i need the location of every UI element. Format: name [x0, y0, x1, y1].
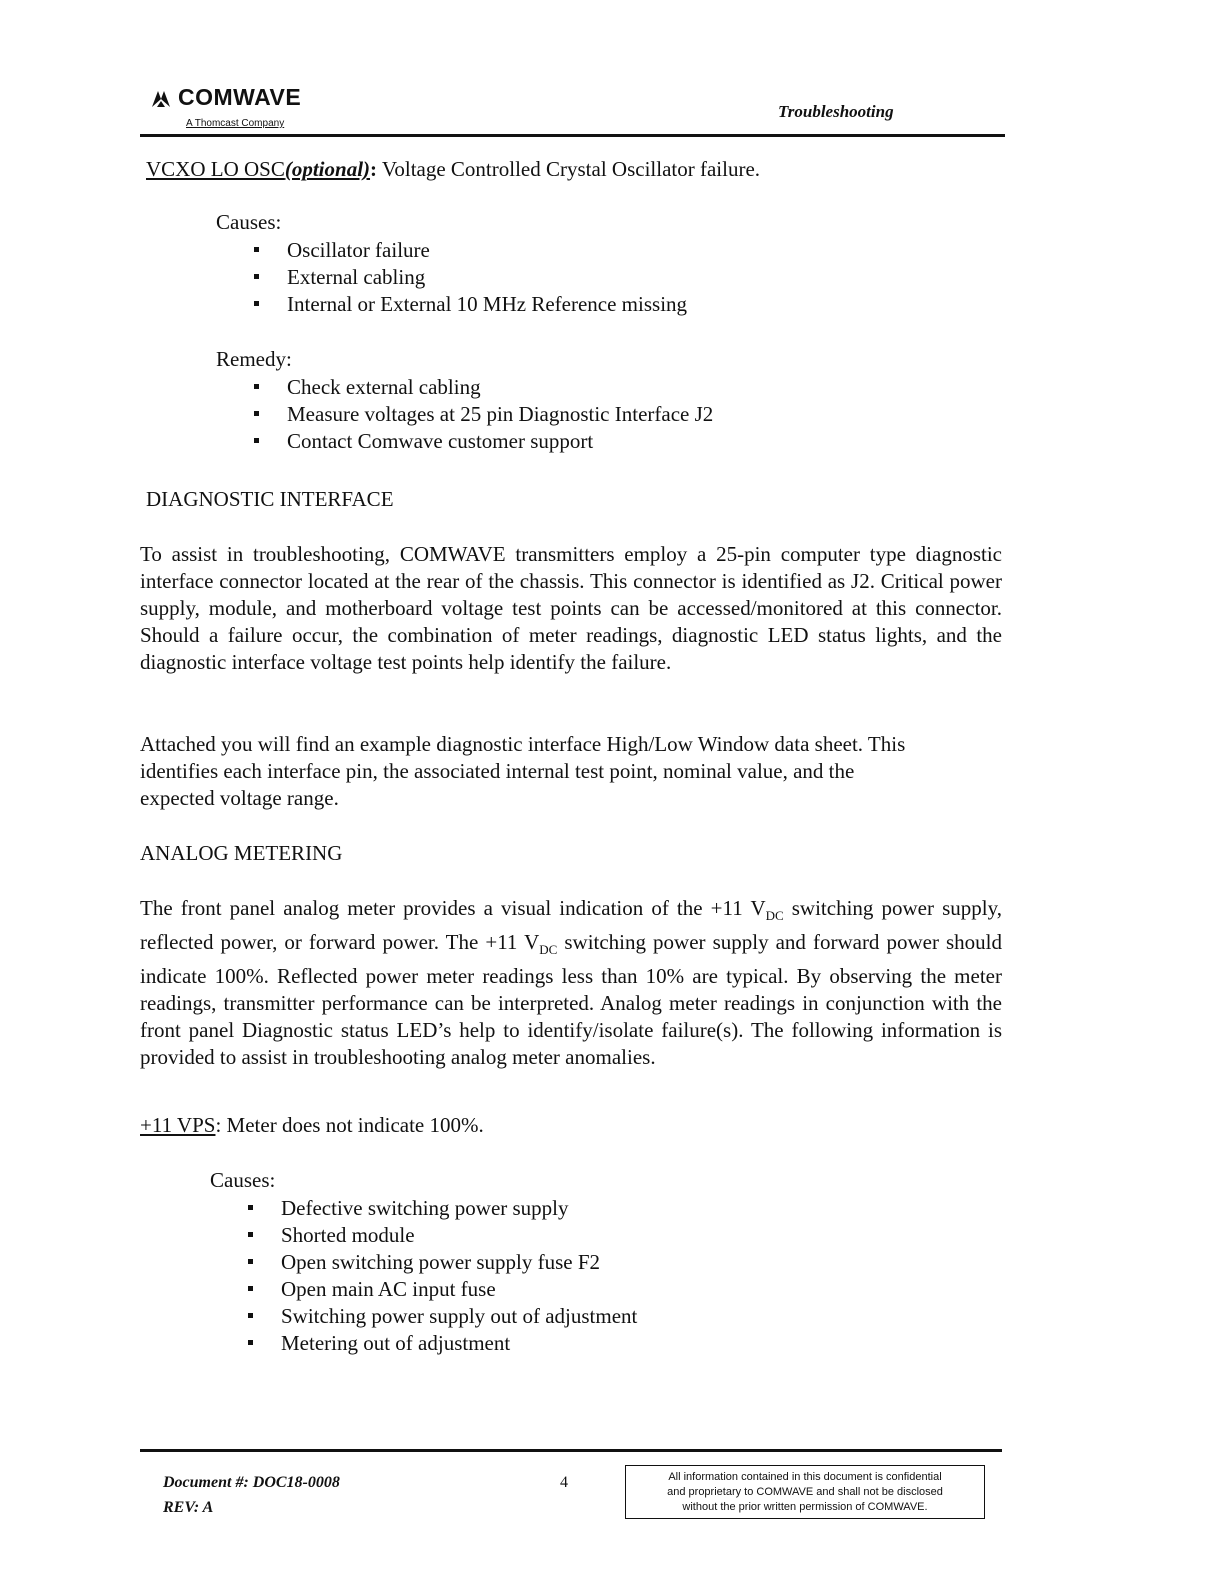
bullet-icon [248, 1232, 253, 1237]
list-item: Contact Comwave customer support [254, 428, 713, 455]
bullet-icon [254, 384, 259, 389]
confidentiality-notice: All information contained in this document is confidential and proprietary to COMWAVE and shall not be disclosed without the prior written permission of COMWAVE. [625, 1465, 985, 1519]
diagnostic-heading: DIAGNOSTIC INTERFACE [146, 487, 394, 511]
brand-tagline: A Thomcast Company [186, 118, 285, 129]
list-item: Open main AC input fuse [248, 1276, 637, 1303]
vcxo-remedy-label: Remedy: [216, 347, 292, 371]
vps-causes-list [248, 1195, 637, 1357]
bullet-icon [254, 247, 259, 252]
vcxo-causes-label: Causes: [216, 210, 282, 234]
analog-paragraph: The front panel analog meter provides a visual indication of the +11 $V_{DC}$ switching power supply, reflected power, or forward power. The +11 $V_{DC}$ switching power supply and forward power should indicate 100%. Reflected power meter readings less than 10% are typical. By observing the meter readings, transmitter performance can be interpreted. Analog meter readings in conjunction with the front panel Diagnostic status LED’s help to identify/isolate failure(s). The following information is provided to assist in troubleshooting analog meter anomalies. [140, 896, 1002, 1070]
section-title: Troubleshooting [778, 102, 894, 121]
list-item: Shorted module [248, 1222, 637, 1249]
brand-name: COMWAVE [178, 84, 302, 110]
list-item: Switching power supply out of adjustment [248, 1303, 637, 1330]
bullet-icon [248, 1259, 253, 1264]
diagnostic-paragraph-1: To assist in troubleshooting, COMWAVE transmitters employ a 25-pin computer type diagnostic interface connector located at the rear of the chassis. This connector is identified as J2. Critical power supply, module, and motherboard voltage test points can be accessed/monitored at this connector. Should a failure occur, the combination of meter readings, diagnostic LED status lights, and the diagnostic interface voltage test points help identify the failure. [140, 542, 1002, 674]
vps-description: : Meter does not indicate 100%. [215, 1113, 484, 1137]
header-rule [140, 134, 1005, 137]
bullet-icon [248, 1340, 253, 1345]
vcxo-optional: (optional) [284, 157, 371, 181]
comwave-logo-icon [150, 87, 172, 109]
bullet-icon [248, 1286, 253, 1291]
bullet-icon [254, 438, 259, 443]
bullet-icon [254, 274, 259, 279]
bullet-icon [248, 1205, 253, 1210]
vps-title: +11 VPS [140, 1113, 216, 1137]
vcxo-title: VCXO LO OSC [146, 157, 285, 181]
list-item: Defective switching power supply [248, 1195, 637, 1222]
list-item: Internal or External 10 MHz Reference missing [254, 291, 687, 318]
list-item: External cabling [254, 264, 687, 291]
vcxo-heading-line [146, 156, 760, 183]
list-item: Oscillator failure [254, 237, 687, 264]
list-item: Open switching power supply fuse F2 [248, 1249, 637, 1276]
bullet-icon [254, 411, 259, 416]
revision: REV: A [163, 1499, 214, 1516]
footer-rule [140, 1449, 1002, 1452]
bullet-icon [254, 301, 259, 306]
bullet-icon [248, 1313, 253, 1318]
analog-heading: ANALOG METERING [140, 841, 343, 865]
diagnostic-paragraph-2: Attached you will find an example diagnostic interface High/Low Window data sheet. This identifies each interface pin, the associated internal test point, nominal value, and the expected voltage range. [140, 732, 906, 810]
vcxo-remedy-list [254, 374, 713, 455]
list-item: Measure voltages at 25 pin Diagnostic Interface J2 [254, 401, 713, 428]
vcxo-colon: : [370, 157, 378, 181]
company-logo [150, 84, 301, 111]
vcxo-description: Voltage Controlled Crystal Oscillator failure. [377, 157, 761, 181]
list-item: Check external cabling [254, 374, 713, 401]
vps-heading-line [140, 1112, 484, 1139]
page-number: 4 [560, 1474, 568, 1491]
vcxo-causes-list [254, 237, 687, 318]
vps-causes-label: Causes: [210, 1168, 276, 1192]
document-number: Document #: DOC18-0008 [163, 1474, 340, 1491]
list-item: Metering out of adjustment [248, 1330, 637, 1357]
